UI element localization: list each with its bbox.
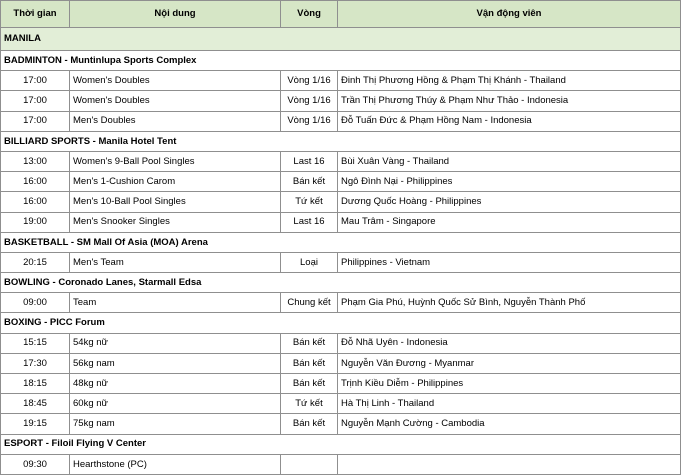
table-row [1,414,681,434]
cell-time: 18:15 [1,374,70,394]
venue-title: ESPORT - Filoil Flying V Center [1,434,681,454]
cell-event: Men's 10-Ball Pool Singles [70,192,281,212]
header-time: Thời gian [1,1,70,28]
cell-event: Women's Doubles [70,71,281,91]
cell-time: 19:15 [1,414,70,434]
cell-athletes: Dương Quốc Hoàng - Philippines [338,192,681,212]
header-athletes: Vận động viên [338,1,681,28]
cell-event: Men's Doubles [70,111,281,131]
cell-round: Bán kết [281,172,338,192]
cell-round: Vòng 1/16 [281,91,338,111]
cell-time: 20:15 [1,252,70,272]
city-label: MANILA [1,28,681,51]
venue-row [1,313,681,333]
venue-row [1,232,681,252]
venue-title: BOWLING - Coronado Lanes, Starmall Edsa [1,273,681,293]
cell-athletes: Nguyễn Văn Đương - Myanmar [338,353,681,373]
cell-event: Women's 9-Ball Pool Singles [70,151,281,171]
cell-athletes: Đinh Thị Phương Hồng & Phạm Thị Khánh - Thailand [338,71,681,91]
table-row [1,91,681,111]
table-row [1,293,681,313]
cell-time: 17:00 [1,91,70,111]
cell-event: 48kg nữ [70,374,281,394]
cell-round: Vòng 1/16 [281,71,338,91]
venue-title: BILLIARD SPORTS - Manila Hotel Tent [1,131,681,151]
table-row [1,333,681,353]
cell-time: 13:00 [1,151,70,171]
cell-time: 15:15 [1,333,70,353]
cell-round: Vòng 1/16 [281,111,338,131]
cell-athletes: Ngô Đình Nại - Philippines [338,172,681,192]
cell-round: Chung kết [281,293,338,313]
cell-athletes: Đỗ Tuấn Đức & Phạm Hồng Nam - Indonesia [338,111,681,131]
table-row [1,151,681,171]
cell-event: Men's 1-Cushion Carom [70,172,281,192]
table-row [1,192,681,212]
cell-round: Bán kết [281,414,338,434]
venue-row [1,131,681,151]
table-row [1,172,681,192]
cell-time: 16:00 [1,172,70,192]
cell-event: 60kg nữ [70,394,281,414]
header-round: Vòng [281,1,338,28]
cell-event: 56kg nam [70,353,281,373]
cell-event: Hearthstone (PC) [70,454,281,474]
cell-time: 18:45 [1,394,70,414]
cell-event: Men's Team [70,252,281,272]
table-row [1,454,681,474]
cell-time: 17:30 [1,353,70,373]
table-row [1,252,681,272]
header-row [1,1,681,28]
cell-round: Bán kết [281,374,338,394]
cell-event: 54kg nữ [70,333,281,353]
cell-athletes: Nguyễn Mạnh Cường - Cambodia [338,414,681,434]
venue-title: BASKETBALL - SM Mall Of Asia (MOA) Arena [1,232,681,252]
table-row [1,394,681,414]
cell-time: 17:00 [1,111,70,131]
cell-round: Loại [281,252,338,272]
cell-time: 16:00 [1,192,70,212]
cell-athletes: Bùi Xuân Vàng - Thailand [338,151,681,171]
cell-round: Last 16 [281,212,338,232]
cell-athletes: Trịnh Kiều Diễm - Philippines [338,374,681,394]
cell-event: Team [70,293,281,313]
cell-round: Bán kết [281,333,338,353]
cell-event: Men's Snooker Singles [70,212,281,232]
table-row [1,374,681,394]
table-row [1,212,681,232]
cell-athletes: Philippines - Vietnam [338,252,681,272]
cell-athletes: Hà Thị Linh - Thailand [338,394,681,414]
venue-title: BADMINTON - Muntinlupa Sports Complex [1,51,681,71]
cell-athletes: Đỗ Nhã Uyên - Indonesia [338,333,681,353]
cell-event: 75kg nam [70,414,281,434]
cell-athletes [338,454,681,474]
venue-title: BOXING - PICC Forum [1,313,681,333]
cell-time: 17:00 [1,71,70,91]
city-row [1,28,681,51]
table-row [1,111,681,131]
cell-athletes: Mau Trâm - Singapore [338,212,681,232]
header-content: Nội dung [70,1,281,28]
venue-row [1,273,681,293]
cell-athletes: Phạm Gia Phú, Huỳnh Quốc Sử Bình, Nguyễn Thành Phố [338,293,681,313]
venue-row [1,51,681,71]
cell-round: Bán kết [281,353,338,373]
cell-round: Last 16 [281,151,338,171]
cell-round [281,454,338,474]
cell-event: Women's Doubles [70,91,281,111]
table-row [1,353,681,373]
cell-athletes: Trần Thị Phương Thúy & Phạm Như Thảo - Indonesia [338,91,681,111]
cell-time: 09:00 [1,293,70,313]
cell-round: Tứ kết [281,394,338,414]
table-row [1,71,681,91]
cell-time: 09:30 [1,454,70,474]
cell-round: Tứ kết [281,192,338,212]
cell-time: 19:00 [1,212,70,232]
venue-row [1,434,681,454]
